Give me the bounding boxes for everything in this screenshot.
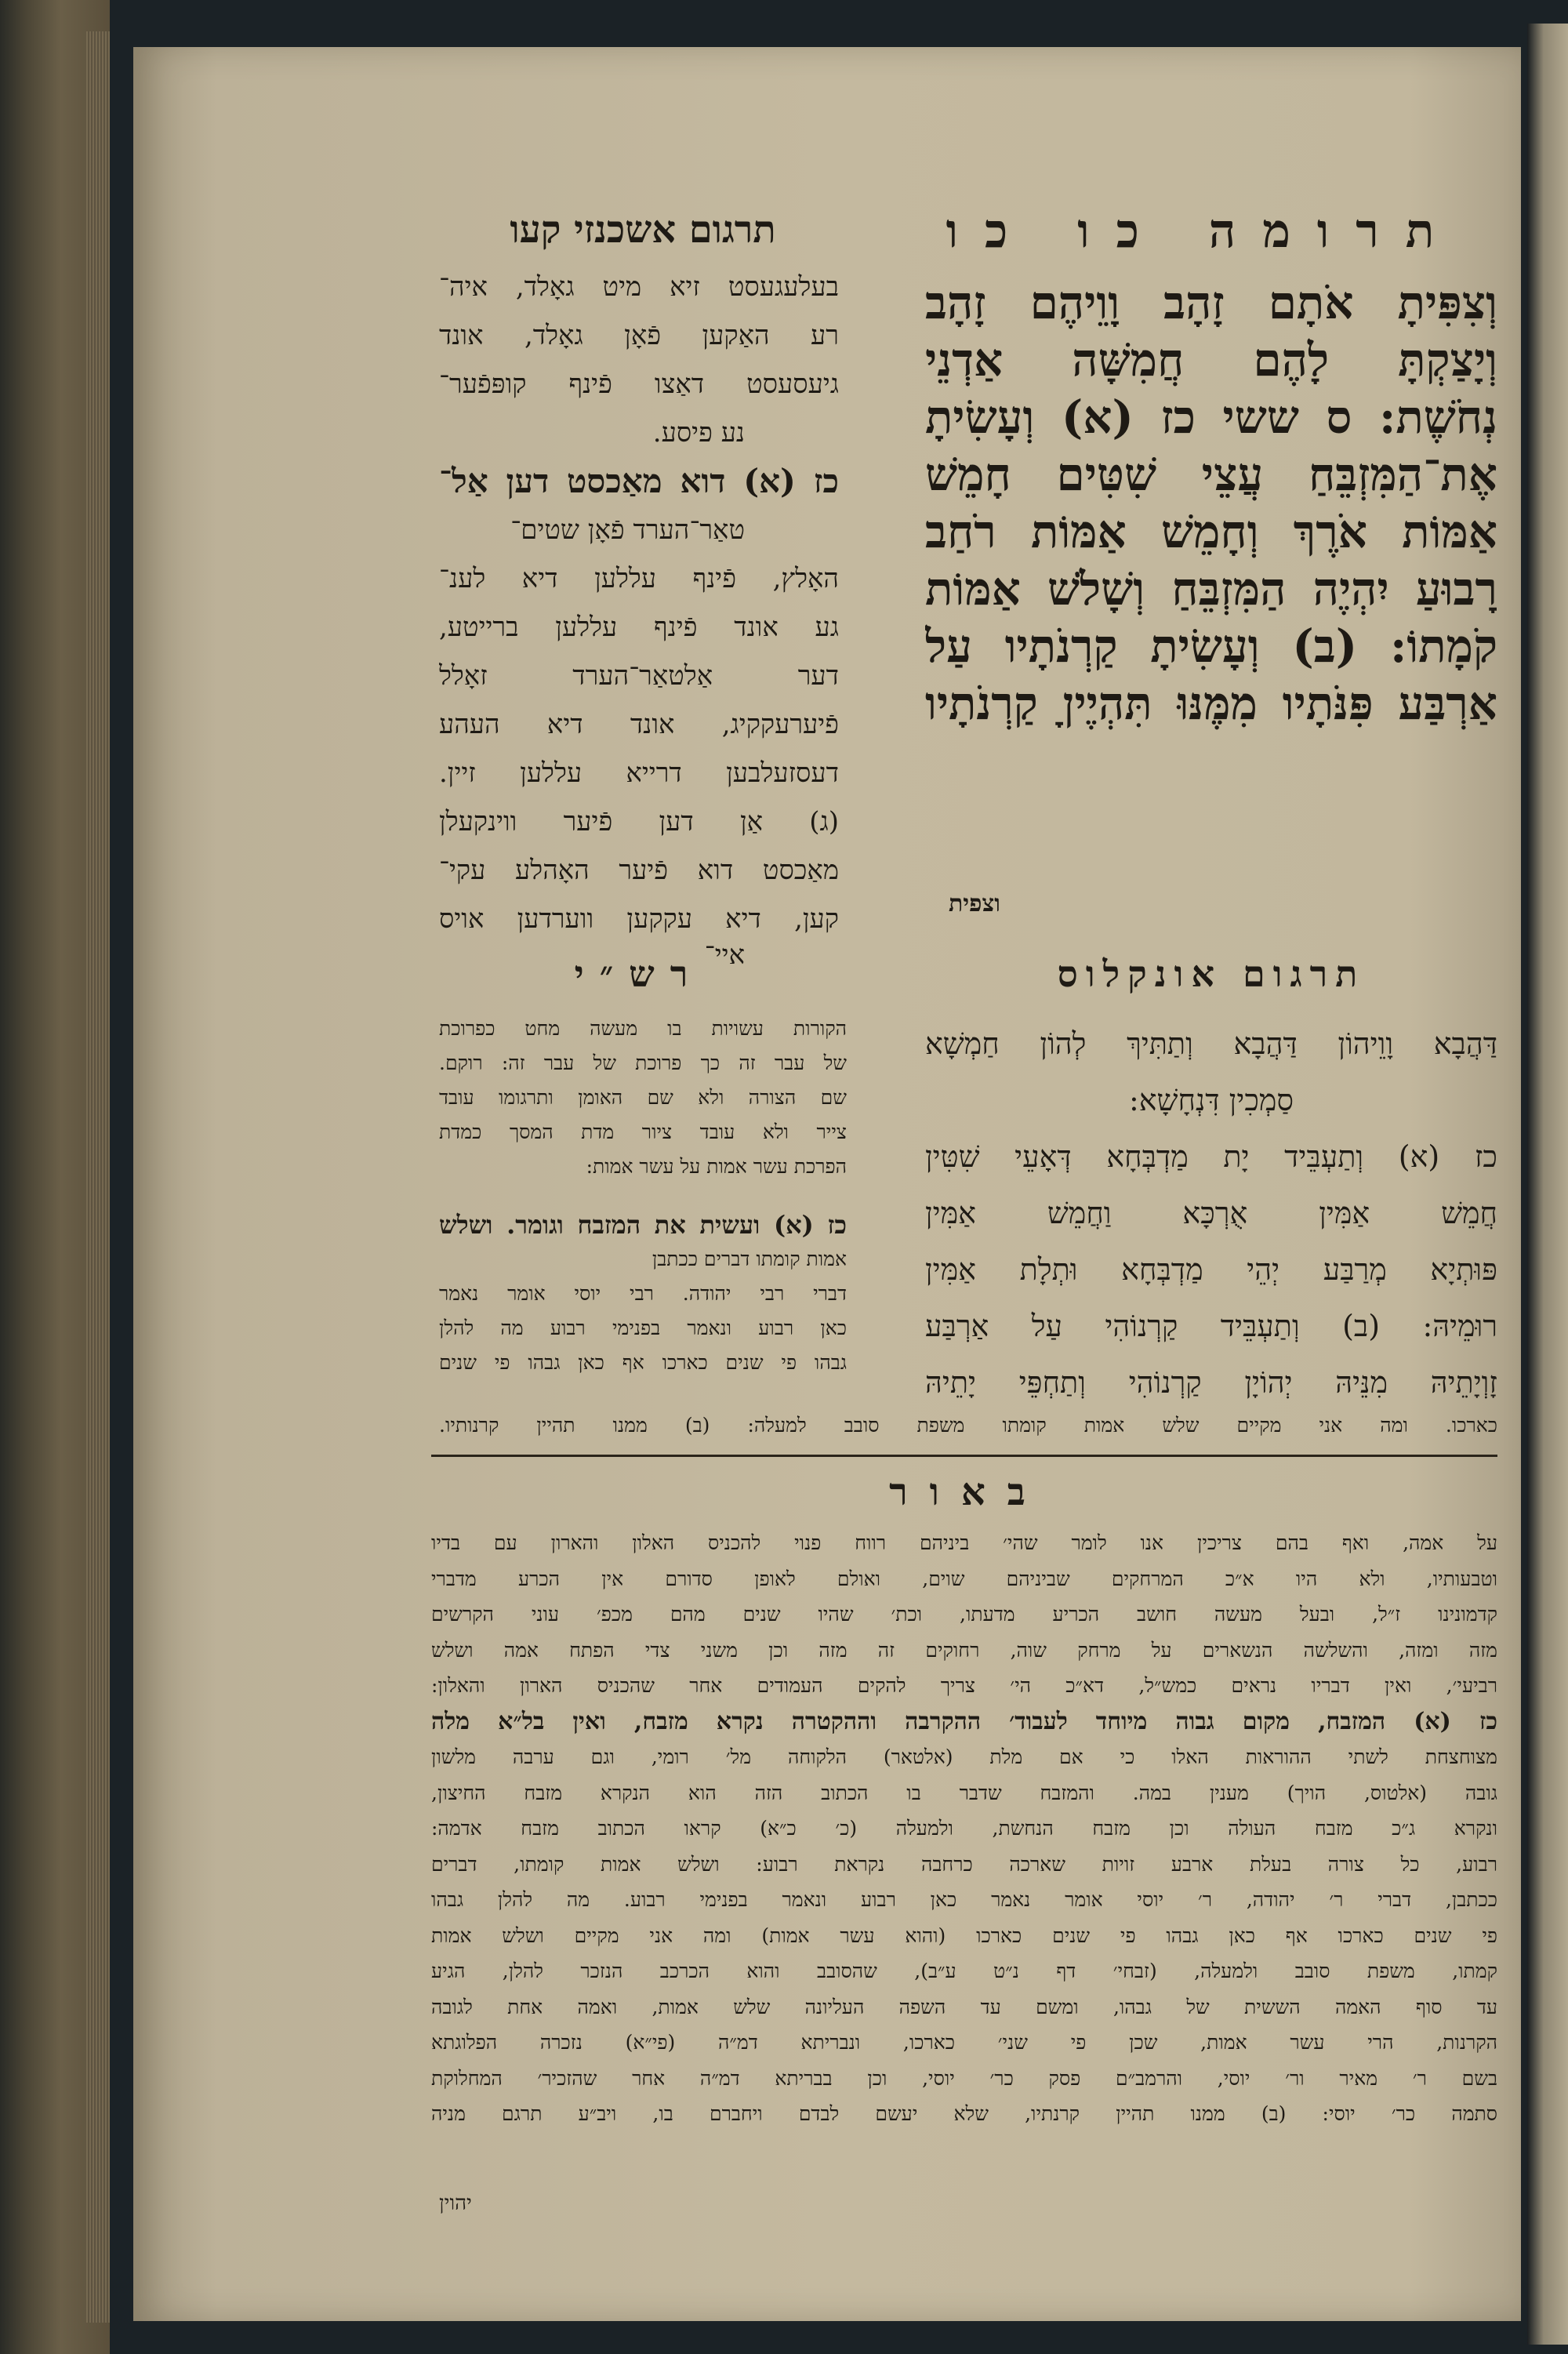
biur-line: סתמה כר׳ יוסי: (ב) ממנו תהיין קרנתיו, שלא יעשם לבדם ויחברם בו, ויב״ע תרגם מניה	[431, 2102, 1497, 2125]
biur-line: רביעי׳, ואין דבריו נראים כמש״ל, דא״כ הי׳ צריך להקים העמודים אחר שהכניס הארון והאלון:	[431, 1674, 1497, 1697]
torah-line: קֹמָתוֹ: (ב) וְעָשִׂיתָ קַרְנֹתָיו עַל	[925, 619, 1497, 673]
yiddish-line: טאַר־הערד פֿאָן שטים־	[510, 514, 745, 546]
biur-line: רבוע, כל צורה בעלת ארבע זויות שארכה כרחבה נקראת רבוע: ושלש אמות קומתו, דברים	[431, 1852, 1497, 1876]
rashi-continuation-line: כארכו. ומה אני מקיים שלש אמות קומתו משפת סובב למעלה: (ב) ממנו תהיין קרנותיו.	[439, 1414, 1497, 1437]
torah-line: וְצִפִּיתָ אֹתָם זָהָב וָוֵיהֶם זָהָב	[925, 276, 1497, 329]
biur-line: קדמונינו ז״ל, ובעל מעשה חושב הכריע מדעתו, וכת׳ שהיו שנים מהם מכפ׳ עוני הקרשים	[431, 1603, 1497, 1626]
yiddish-line: גע אונד פֿינף עללען ברייטע,	[439, 612, 839, 643]
biur-line: גובה (אלטוס, הויך) מענין במה. והמזבח שדבר בו הכתוב הזה הוא הנקרא מזבח החיצון,	[431, 1781, 1497, 1804]
yiddish-line: פֿיערעקקיג, אונד דיא העהע	[439, 709, 839, 740]
rashi-commentary-block	[439, 1012, 847, 1380]
onkelos-line: סַמְכִין דִּנְחָשָׁא:	[1128, 1083, 1294, 1117]
running-header-title: תרומה כו כו	[946, 204, 1461, 259]
biur-commentary-block	[431, 1525, 1497, 2132]
biur-line: ונקרא ג״כ מזבח העולה וכן מזבח הנחשת, ולמעלה (כ׳ כ״א) קראו הכתוב מזבח אדמה:	[431, 1817, 1497, 1840]
section-divider	[431, 1455, 1497, 1457]
onkelos-heading: תרגום אונקלוס	[1057, 953, 1366, 995]
yiddish-line: מאַכסט דוא פֿיער האָהלע עקי־	[439, 855, 839, 886]
yiddish-line: גיעסעסט דאַצו פֿינף קופּפֿער־	[439, 369, 839, 400]
rashi-line: צייר ולא עובד ציור מדת המסך כמדת	[439, 1121, 847, 1143]
onkelos-line: פּוּתְיָא מְרַבַּע יְהֵי מַדְבְּחָא וּתְלָת אַמִּין	[925, 1252, 1497, 1287]
torah-line: נְחֹשֶׁת: ס ששי כז (א) וְעָשִׂיתָ	[925, 391, 1497, 444]
yiddish-line: האָלץ, פֿינף עללען דיא לענ־	[439, 563, 839, 594]
biur-line: ככתבן, דברי ר׳ יהודה, ר׳ יוסי אומר נאמר כאן רבוע ונאמר בפנימי רבוע. מה להלן גבהו	[431, 1888, 1497, 1911]
rashi-line: כז (א) ועשית את המזבח וגומר. ושלש	[439, 1210, 847, 1240]
running-header-yiddish-title: תרגום אשכנזי קעו	[510, 208, 776, 252]
yiddish-line: (ג) אַן דען פֿיער ווינקעלן	[439, 806, 839, 837]
onkelos-line: כז (א) וְתַעְבֵּיד יָת מַדְבְּחָא דְּאָעֵי שִׁטִּין	[925, 1139, 1497, 1174]
torah-line: וְיָצַקְתָּ לָהֶם חֲמִשָּׁה אַדְנֵי	[925, 333, 1497, 387]
yiddish-line: נע פיסע.	[652, 417, 745, 449]
onkelos-line: דַּהֲבָא וָוֵיהוֹן דַּהֲבָא וְתַתִּיךְ לְהוֹן חַמְשָׁא	[925, 1026, 1497, 1061]
book-left-edge	[0, 0, 110, 2354]
biur-line: מזה ומזה, והשלשה הנשארים על מרחק שוה, רחוקים זה מזה וכן משני צדי הפתח אמה ושלש	[431, 1638, 1497, 1662]
torah-catchword: וצפית	[949, 890, 1000, 917]
yiddish-line: כז (א) דוא מאַכסט דען אַל־	[439, 462, 839, 500]
rashi-line: שם הצורה ולא שם האומן ותרגומו עובד	[439, 1086, 847, 1109]
rashi-line: גבהו פי שנים כארכו אף כאן גבהו פי שנים	[439, 1351, 847, 1374]
yiddish-line: דעסזעלבען דרייא עללען זיין.	[439, 757, 839, 789]
yiddish-line: קען, דיא עקקען ווערדען אויס	[439, 903, 839, 935]
yiddish-line: רע האַקען פֿאָן גאָלד, אונד	[439, 320, 839, 351]
book-right-edge	[1527, 24, 1568, 2345]
yiddish-line: בעלעגעסט זיא מיט גאָלד, איה־	[439, 271, 839, 303]
yiddish-translation-block	[439, 263, 839, 967]
torah-line: אֶת־הַמִּזְבֵּחַ עֲצֵי שִׁטִּים חָמֵשׁ	[925, 448, 1497, 501]
biur-line: כז (א) המזבח, מקום גבוה מיוחד לעבוד׳ ההקרבה וההקטרה נקרא מזבח, ואין בל״א מלה	[431, 1707, 1497, 1735]
onkelos-line: זָוְיָתֵיהּ מִנֵּיהּ יְהוֹיָן קַרְנוֹהִי וְתַחְפֵּי יָתֵיהּ	[925, 1365, 1497, 1400]
torah-text-block	[925, 274, 1497, 732]
rashi-line: דברי רבי יהודה. רבי יוסי אומר נאמר	[439, 1282, 847, 1305]
torah-line: אַמּוֹת אֹרֶךְ וְחָמֵשׁ אַמּוֹת רֹחַב	[925, 505, 1497, 558]
onkelos-translation-block	[925, 1015, 1497, 1411]
biur-line: על אמה, ואף בהם צריכין אנו לומר שהי׳ ביניהם רווח פנוי להכניס האלון והארון עם בדיו	[431, 1531, 1497, 1554]
biur-line: עד סוף האמה הששית של גבהו, ומשם עד השפה העליונה שלש אמות, ואמה אחת לגובה	[431, 1995, 1497, 2018]
biur-line: וטבעותיו, ולא היו א״כ המרחקים שביניהם שוים, ואולם לאופן סדורם אין הכרע מדברי	[431, 1567, 1497, 1590]
rashi-line: הפרכת עשר אמות על עשר אמות:	[586, 1155, 847, 1178]
biur-heading: באור	[889, 1470, 1047, 1514]
biur-line: הקרנות, הרי עשר אמות, שכן פי שני׳ כארכו, ונבריתא דמ״ה (פי״א) נזכרה הפלוגתא	[431, 2031, 1497, 2054]
yiddish-line: איי־	[704, 943, 745, 967]
rashi-line: אמות קומתו דברים ככתבן	[652, 1248, 847, 1270]
biur-catchword: יהוין	[439, 2192, 472, 2215]
rashi-line: הקורות עשויות בו מעשה מחט כפרוכת	[439, 1017, 847, 1040]
yiddish-line: דער אַלטאַר־הערד זאָלל	[439, 660, 839, 692]
rashi-line: כאן רבוע ונאמר בפנימי רבוע מה להלן	[439, 1317, 847, 1339]
biur-line: בשם ר׳ מאיר ור׳ יוסי, והרמב״ם פסק כר׳ יוסי, וכן בבריתא דמ״ה אחר שהזכיר׳ המחלוקת	[431, 2066, 1497, 2090]
book-page	[133, 47, 1521, 2321]
biur-line: פי שנים כארכו אף כאן גבהו פי שנים כארכו (והוא עשר אמות) ומה אני מקיים ושלש אמות	[431, 1924, 1497, 1947]
rashi-line: של עבר זה כך פרוכת של עבר זה: רוקם.	[439, 1052, 847, 1074]
torah-line: רָבוּעַ יִהְיֶה הַמִּזְבֵּחַ וְשָׁלֹשׁ אַמּוֹת	[925, 562, 1497, 616]
torah-line: אַרְבַּע פִּנֹּתָיו מִמֶּנּוּ תִּהְיֶיןָ קַרְנֹתָיו	[925, 677, 1497, 730]
biur-line: מצוחצחת לשתי ההוראות האלו כי אם מלת (אלטאר) הלקוחה מל׳ רומי, וגם ערבה מלשון	[431, 1746, 1497, 1768]
onkelos-line: רוּמֵיהּ: (ב) וְתַעְבֵּיד קַרְנוֹהִי עַל אַרְבַּע	[925, 1309, 1497, 1343]
onkelos-line: חֲמֵשׁ אַמִּין אֻרְכָּא וַחֲמֵשׁ אַמִּין	[925, 1196, 1497, 1230]
biur-line: קמתו, משפת סובב ולמעלה, (זבחי׳ דף נ״ט ע״ב), שהסובב והוא הכרכב הנזכר להלן, הגיע	[431, 1960, 1497, 1982]
rashi-heading: רש״י	[574, 953, 704, 995]
